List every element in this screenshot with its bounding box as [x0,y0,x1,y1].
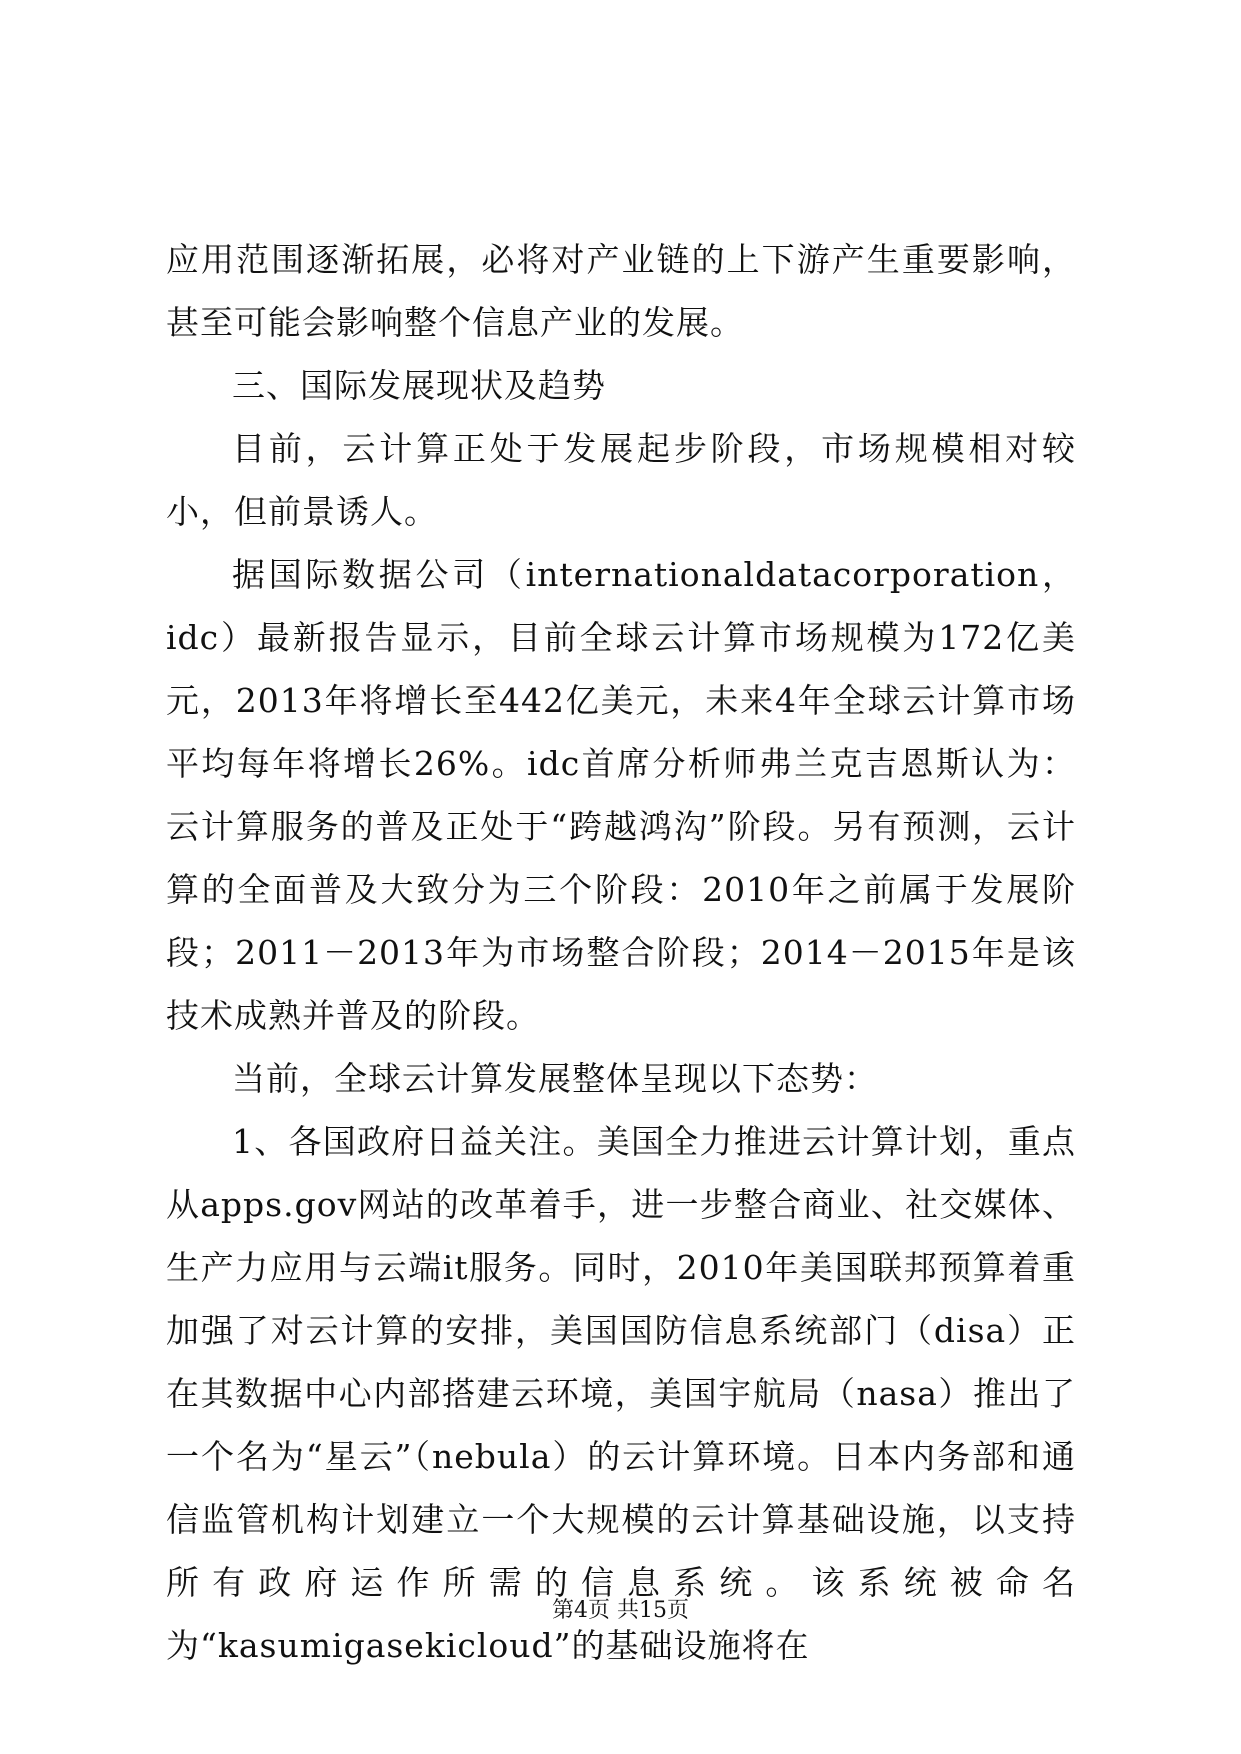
section-heading: 三、国际发展现状及趋势 [232,366,606,405]
paragraph-government-attention: 1、各国政府日益关注。美国全力推进云计算计划，重点从apps.gov网站的改革着手，进一步整合商业、社交媒体、生产力应用与云端it服务。同时，2010年美国联邦预算着重加强了对云计算的安排，美国国防信息系统部门（disa）正在其数据中心内部搭建云环境，美国宇航局（nasa）推出了一个名为“星云”（nebula）的云计算环境。日本内务部和通信监管机构计划建立一个大规模的云计算基础设施，以支持所有政府运作所需的信息系统。该系统被命名为“kasumigasekicloud”的基础设施将在 [166,1122,1076,1665]
page-number-label: 第4页 共15页 [552,1598,689,1623]
paragraph-continuation: 应用范围逐渐拓展，必将对产业链的上下游产生重要影响，甚至可能会影响整个信息产业的发展。 [166,240,1076,342]
paragraph-idc-report: 据国际数据公司（internationaldatacorporation，idc）最新报告显示，目前全球云计算市场规模为172亿美元，2013年将增长至442亿美元，未来4年全球云计算市场平均每年将增长26%。idc首席分析师弗兰克吉恩斯认为：云计算服务的普及正处于“跨越鸿沟”阶段。另有预测，云计算的全面普及大致分为三个阶段：2010年之前属于发展阶段；2011－2013年为市场整合阶段；2014－2015年是该技术成熟并普及的阶段。 [166,555,1076,1035]
paragraph-intro: 目前，云计算正处于发展起步阶段，市场规模相对较小，但前景诱人。 [166,429,1076,531]
paragraph-trends-lead: 当前，全球云计算发展整体呈现以下态势： [232,1059,878,1098]
page-footer [0,1596,1241,1626]
document-body [166,228,1076,1677]
